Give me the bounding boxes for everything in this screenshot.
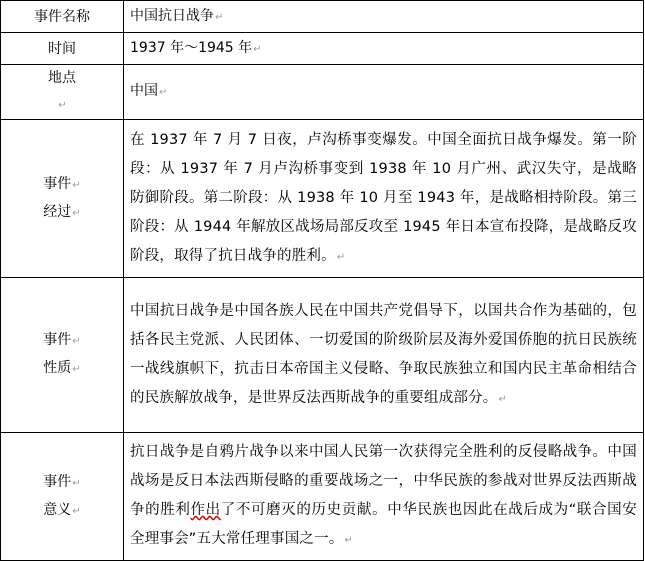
value-text: 中国抗日战争 [130,7,214,24]
paragraph-mark-icon: ↵ [344,535,354,546]
paragraph-mark-icon: ↵ [336,251,346,263]
table-row-nature [1,278,644,433]
paragraph-mark-icon: ↵ [72,364,81,375]
value-cell-place [124,65,644,120]
table-row-place [1,65,644,120]
label-cell-time [1,33,124,65]
label-text: 事件名称 [34,8,90,25]
value-cell-event-name [124,1,644,33]
table-row-process [1,120,644,278]
value-cell-time [124,33,644,65]
table-row-significance [1,433,644,561]
paragraph-mark-icon: ↵ [72,207,81,219]
label-cell-process [1,120,124,278]
paragraph-mark-icon: ↵ [72,505,81,517]
label-text-line-2: 性质↵ [43,360,81,376]
value-cell-process [124,120,644,278]
paragraph-mark-icon: ↵ [253,43,262,55]
paragraph-mark-icon: ↵ [159,87,168,98]
table-row-event-name [1,1,644,33]
label-cell-nature [1,278,124,433]
paragraph-mark-icon: ↵ [498,393,508,405]
value-text: 中国抗日战争是中国各族人民在中国共产党倡导下，以国共合作为基础的，包括各民主党派、人民团体、一切爱国的阶级阶层及海外爱国侨胞的抗日民族统一战线旗帜下，抗击日本帝国主义侵略、争取民族独立和国内民主革命相结合的民族解放战争，是世界反法西斯战争的重要组成部分。 [130,302,637,406]
label-cell-event-name [1,1,124,33]
label-text-line-1: 事件↵ [43,332,81,348]
label-text-line-2: 意义↵ [43,501,81,518]
value-text-part-1: 抗日战争是自鸦片战争以来中国人民第一次获得完全胜利的反侵略战争。中国战场是反日本法西斯侵略的重要战场之一，中华民族的参战对世界反法西斯战争的胜利 [130,444,637,518]
label-text: 地点 [48,70,76,86]
value-text-part-2: 了不可磨灭的历史贡献。中华民族也因此在战后成为“联合国安全理事会”五大常任理事国之一。 [130,502,637,547]
label-text-line-2: 经过↵ [43,203,81,220]
paragraph-mark-icon: ↵ [72,179,81,191]
label-text-line-1: 事件↵ [43,175,81,192]
paragraph-mark-icon: ↵ [58,100,67,111]
value-cell-significance [124,433,644,561]
paragraph-mark-icon: ↵ [72,336,81,347]
paragraph-mark-icon: ↵ [72,477,81,489]
value-text: 1937 年～1945 年 [130,39,253,56]
value-cell-nature [124,278,644,433]
table-row-time [1,33,644,65]
paragraph-mark-icon: ↵ [215,11,224,23]
label-cell-significance [1,433,124,561]
label-text-line-1: 事件↵ [43,473,81,490]
spellcheck-underlined-text: 作出 [190,502,221,518]
label-cell-place [1,65,124,120]
label-text: 时间 [48,40,76,57]
value-text: 中国 [130,83,158,99]
value-text: 在 1937 年 7 月 7 日夜，卢沟桥事变爆发。中国全面抗日战争爆发。第一阶段：从 1937 年 7 月卢沟桥事变到 1938 年 10 月广州、武汉失守，是战略防御阶段。第二阶段：从 1938 年 10 月至 1943 年，是战略相持阶段。第三阶段：从 1944 年解放区战场局部反攻至 1945 年日本宣布投降，是战略反攻阶段，取得了抗日战争的胜利。 [130,131,637,264]
